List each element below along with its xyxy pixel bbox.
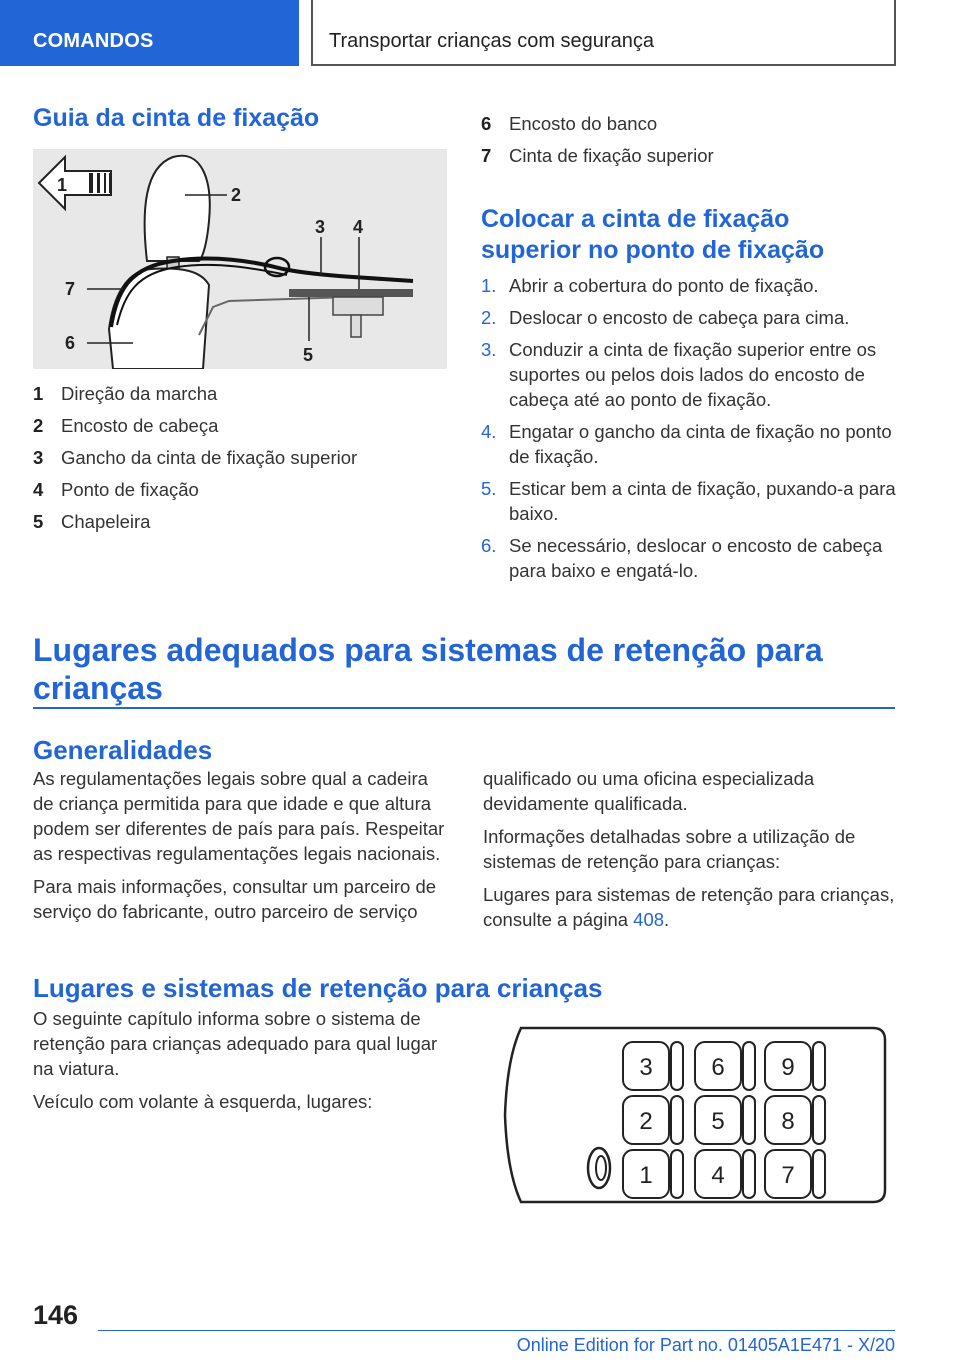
step-item: 4. Engatar o gancho da cinta de fixação no ponto de fixação. (481, 421, 892, 467)
legend-item: 1 Direção da marcha (33, 383, 218, 404)
svg-text:3: 3 (315, 217, 326, 237)
direction-arrow-icon (39, 157, 111, 209)
svg-text:5: 5 (303, 345, 314, 365)
seat-number: 3 (639, 1054, 653, 1081)
legend-item: 7 Cinta de fixação superior (481, 145, 714, 166)
svg-text:6: 6 (65, 333, 76, 353)
general-title: Generalidades (33, 735, 213, 765)
svg-text:1: 1 (57, 175, 68, 195)
footer-divider (98, 1330, 895, 1331)
seat-number: 2 (639, 1108, 653, 1135)
legend-item: 5 Chapeleira (33, 511, 151, 532)
seat-grid-figure (481, 1022, 895, 1208)
step-item: 2. Deslocar o encosto de cabeça para cima. (481, 307, 850, 328)
seat-layout-diagram (481, 1022, 895, 1208)
section-divider (33, 707, 895, 709)
seat-number: 5 (711, 1108, 725, 1135)
attach-title: Colocar a cinta de fixação superior no ponto de fixação (481, 205, 825, 264)
seat-number: 7 (781, 1162, 795, 1189)
seats-title: Lugares e sistemas de retenção para crianças (33, 973, 603, 1003)
seat-number: 9 (781, 1054, 795, 1081)
attach-steps (481, 273, 897, 590)
seat-number: 6 (711, 1054, 725, 1081)
svg-text:7: 7 (65, 279, 76, 299)
step-item: 6. Se necessário, deslocar o encosto de cabeça para baixo e engatá-lo. (481, 535, 883, 581)
legend-item: 6 Encosto do banco (481, 113, 658, 134)
general-text: As regulamentações legais sobre qual a cadeira de criança permitida para que idade e que altura podem ser diferentes de país para país. Respeitar as respectivas regulamentações legais nacionais. Para mais informações, consultar um parceiro de serviço do fabricante, outro parceiro de serviço qualificado ou uma oficina especializada devidamente qualificada. Informações detalhadas sobre a utilização de sistemas de retenção para crianças: Lugares para sistemas de retenção para crianças, consulte a página 408. (33, 768, 895, 930)
page-number: 146 (33, 1300, 79, 1330)
tether-figure (33, 149, 447, 369)
seat-number: 8 (781, 1108, 795, 1135)
svg-text:2: 2 (231, 185, 242, 205)
edition-text: Online Edition for Part no. 01405A1E471 - X/20 (516, 1335, 895, 1355)
suitable-title: Lugares adequados para sistemas de retenção para crianças (33, 632, 823, 706)
legend-item: 2 Encosto de cabeça (33, 415, 219, 436)
step-item: 5. Esticar bem a cinta de fixação, puxando-a para baixo. (481, 478, 896, 524)
legend-item: 4 Ponto de fixação (33, 479, 199, 500)
svg-text:4: 4 (353, 217, 364, 237)
page-link[interactable]: 408 (633, 909, 665, 930)
seats-text: O seguinte capítulo informa sobre o sistema de retenção para crianças adequado para qual lugar na viatura. Veículo com volante à esquerda, lugares: (33, 1008, 438, 1112)
tether-diagram (33, 149, 447, 369)
seat-number: 4 (711, 1162, 725, 1189)
chapter-title: Transportar crianças com segurança (311, 0, 896, 66)
section-tab[interactable]: COMANDOS (0, 0, 299, 66)
tether-guide-title: Guia da cinta de fixação (33, 104, 320, 132)
legend-item: 3 Gancho da cinta de fixação superior (33, 447, 358, 468)
seat-number: 1 (639, 1162, 653, 1189)
tether-legend-list-cont (481, 112, 895, 176)
step-item: 1. Abrir a cobertura do ponto de fixação. (481, 275, 819, 296)
tether-legend-list (33, 382, 447, 542)
step-item: 3. Conduzir a cinta de fixação superior entre os suportes ou pelos dois lados do encosto de cabeça até ao ponto de fixação. (481, 339, 877, 410)
